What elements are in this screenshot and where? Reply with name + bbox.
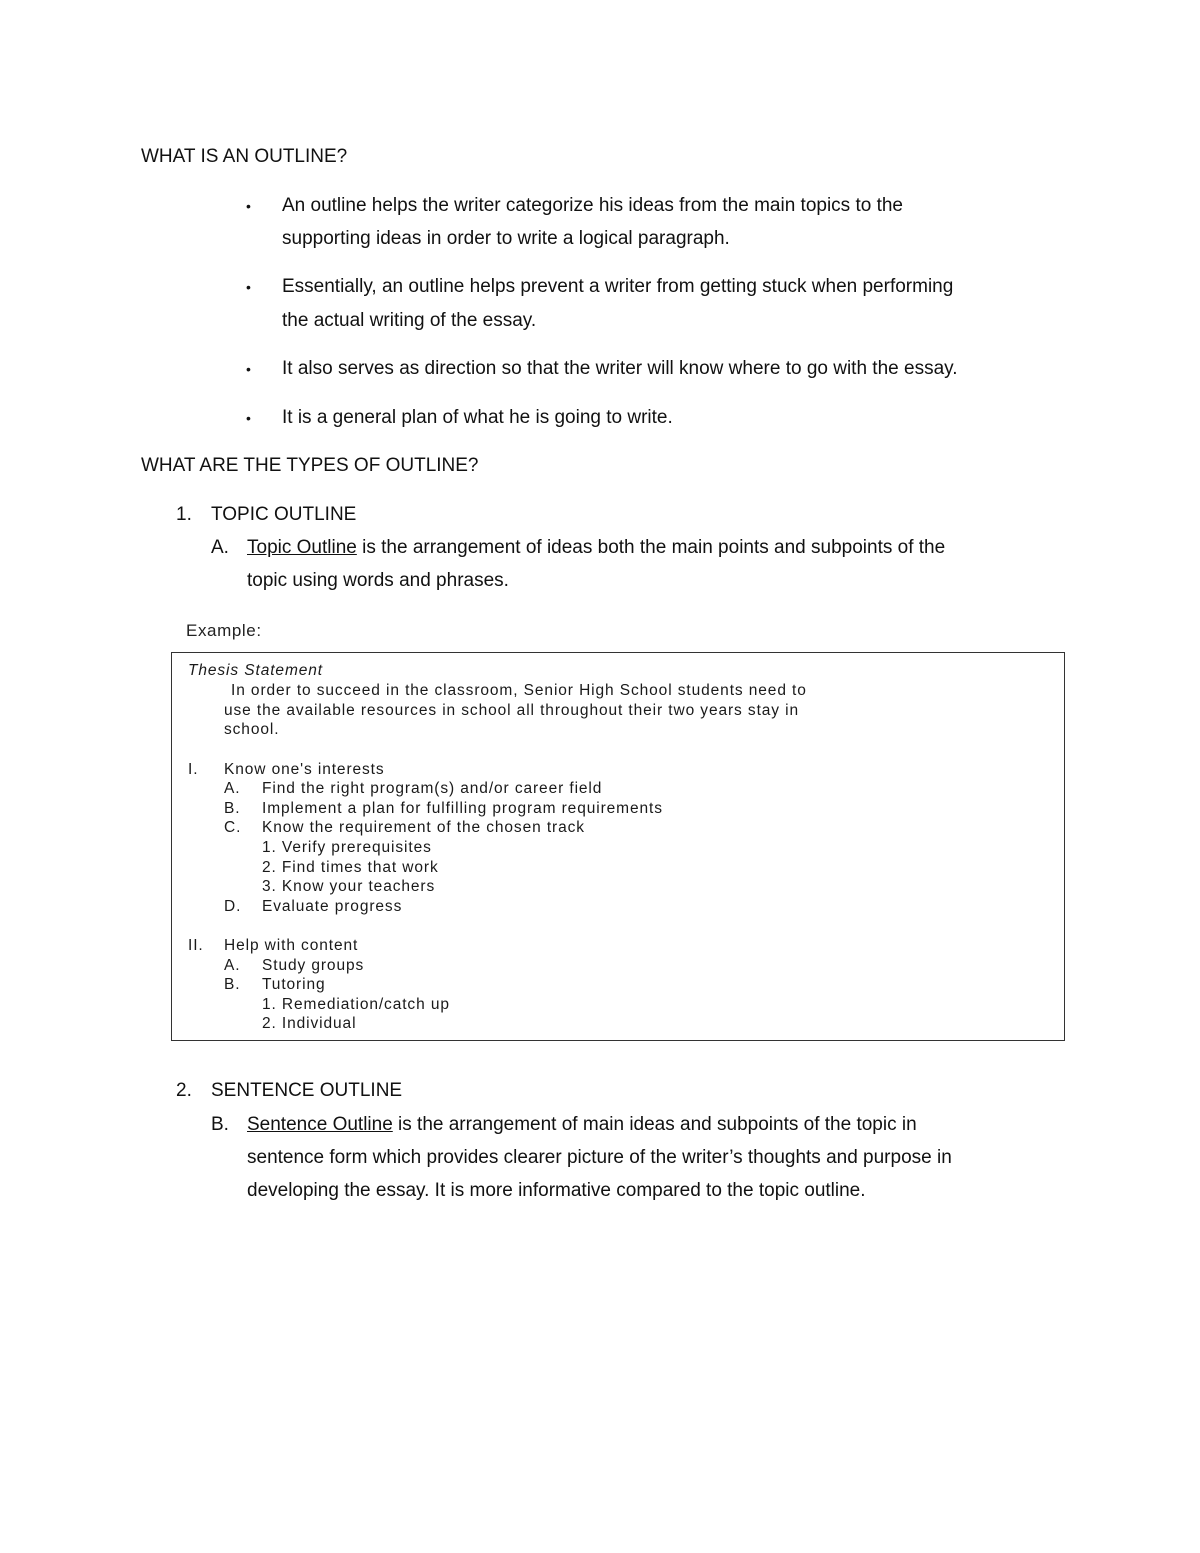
thesis-line-1: In order to succeed in the classroom, Senior High School students need to [231,682,807,699]
sentence-outline-definition-line-1: Sentence Outline is the arrangement of main ideas and subpoints of the topic in [247,1114,917,1135]
bullet-icon: • [246,361,251,377]
section-title: Help with content [224,937,359,954]
example-outline-box [171,652,1065,1041]
thesis-line-3: school. [224,721,280,738]
sentence-outline-title: SENTENCE OUTLINE [211,1080,403,1101]
bullet-1-line-1: An outline helps the writer categorize his ideas from the main topics to the [282,195,903,216]
item-letter: A. [224,957,241,974]
item-letter: D. [224,898,242,915]
section-numeral: II. [188,937,204,954]
sub-item: 2. Individual [262,1015,357,1032]
topic-outline-definition-line-2: topic using words and phrases. [247,570,509,591]
bullet-2-line-2: the actual writing of the essay. [282,310,537,331]
sentence-outline-definition-line-3: developing the essay. It is more informative compared to the topic outline. [247,1180,866,1201]
item-letter: C. [224,819,242,836]
bullet-3-line-1: It also serves as direction so that the writer will know where to go with the essay. [282,358,958,379]
topic-outline-definition-line-1: Topic Outline is the arrangement of ideas both the main points and subpoints of the [247,537,946,558]
thesis-statement-label: Thesis Statement [188,662,324,679]
list-letter: A. [211,537,229,558]
item-text: Tutoring [262,976,326,993]
example-label: Example: [186,621,262,640]
bullet-icon: • [246,410,251,426]
sub-item: 2. Find times that work [262,859,439,876]
list-letter: B. [211,1114,229,1135]
heading-types-of-outline: WHAT ARE THE TYPES OF OUTLINE? [141,455,479,476]
heading-what-is-an-outline: WHAT IS AN OUTLINE? [141,146,348,167]
topic-outline-term: Topic Outline [247,537,357,558]
bullet-icon: • [246,198,251,214]
item-text: Implement a plan for fulfilling program requirements [262,800,663,817]
sub-item: 3. Know your teachers [262,878,436,895]
thesis-line-2: use the available resources in school all throughout their two years stay in [224,702,800,719]
sub-item: 1. Remediation/catch up [262,996,450,1013]
item-text: Evaluate progress [262,898,403,915]
bullet-icon: • [246,279,251,295]
bullet-1-line-2: supporting ideas in order to write a logical paragraph. [282,228,730,249]
section-numeral: I. [188,761,199,778]
sentence-outline-definition-line-2: sentence form which provides clearer picture of the writer’s thoughts and purpose in [247,1147,952,1168]
section-title: Know one's interests [224,761,385,778]
bullet-2-line-1: Essentially, an outline helps prevent a writer from getting stuck when performing [282,276,954,297]
item-letter: B. [224,800,241,817]
sentence-outline-term: Sentence Outline [247,1114,393,1135]
item-letter: A. [224,780,241,797]
item-text: Find the right program(s) and/or career field [262,780,603,797]
item-text: Know the requirement of the chosen track [262,819,585,836]
item-letter: B. [224,976,241,993]
list-number: 2. [176,1080,192,1101]
list-number: 1. [176,504,192,525]
item-text: Study groups [262,957,365,974]
topic-outline-title: TOPIC OUTLINE [211,504,357,525]
bullet-4-line-1: It is a general plan of what he is going to write. [282,407,673,428]
sub-item: 1. Verify prerequisites [262,839,432,856]
